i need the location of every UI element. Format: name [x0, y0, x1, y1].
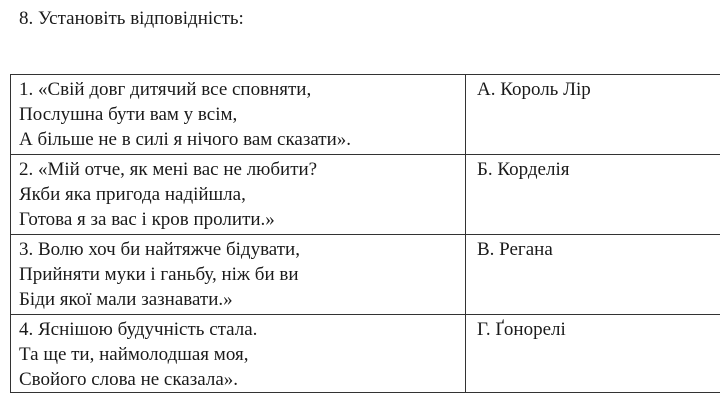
table-row	[11, 75, 720, 155]
table-row	[11, 315, 720, 393]
quote-line: 4. Яснішою будучність стала.	[19, 319, 258, 340]
quote-line: А більше не в силі я нічого вам сказати».	[19, 129, 352, 150]
answer-option: В. Регана	[477, 239, 553, 260]
quote-line: 2. «Мій отче, як мені вас не любити?	[19, 159, 318, 180]
quote-line: Та ще ти, наймолодшая моя,	[19, 344, 249, 365]
quote-line: Готова я за вас і кров пролити.»	[19, 209, 275, 230]
quote-line: Біди якої мали зазнавати.»	[19, 289, 233, 310]
quote-line: Свойого слова не сказала».	[19, 369, 239, 390]
quote-cell	[11, 315, 466, 393]
answer-cell	[466, 75, 720, 155]
table-row	[11, 235, 720, 315]
answer-cell	[466, 155, 720, 235]
quote-line: Якби яка пригода надійшла,	[19, 184, 246, 205]
quote-cell	[11, 75, 466, 155]
quote-line: 3. Волю хоч би найтяжче бідувати,	[19, 239, 300, 260]
table-row	[11, 155, 720, 235]
quote-line: Прийняти муки і ганьбу, ніж би ви	[19, 264, 299, 285]
answer-cell	[466, 235, 720, 315]
task-title: 8. Установіть відповідність:	[19, 8, 244, 29]
answer-option: А. Король Лір	[477, 79, 591, 100]
matching-table	[10, 74, 720, 393]
answer-option: Б. Корделія	[477, 159, 570, 180]
quote-line: Послушна бути вам у всім,	[19, 104, 238, 125]
answer-cell	[466, 315, 720, 393]
quote-line: 1. «Свій довг дитячий все сповняти,	[19, 79, 312, 100]
quote-cell	[11, 155, 466, 235]
quote-cell	[11, 235, 466, 315]
answer-option: Г. Ґонорелі	[477, 319, 566, 340]
